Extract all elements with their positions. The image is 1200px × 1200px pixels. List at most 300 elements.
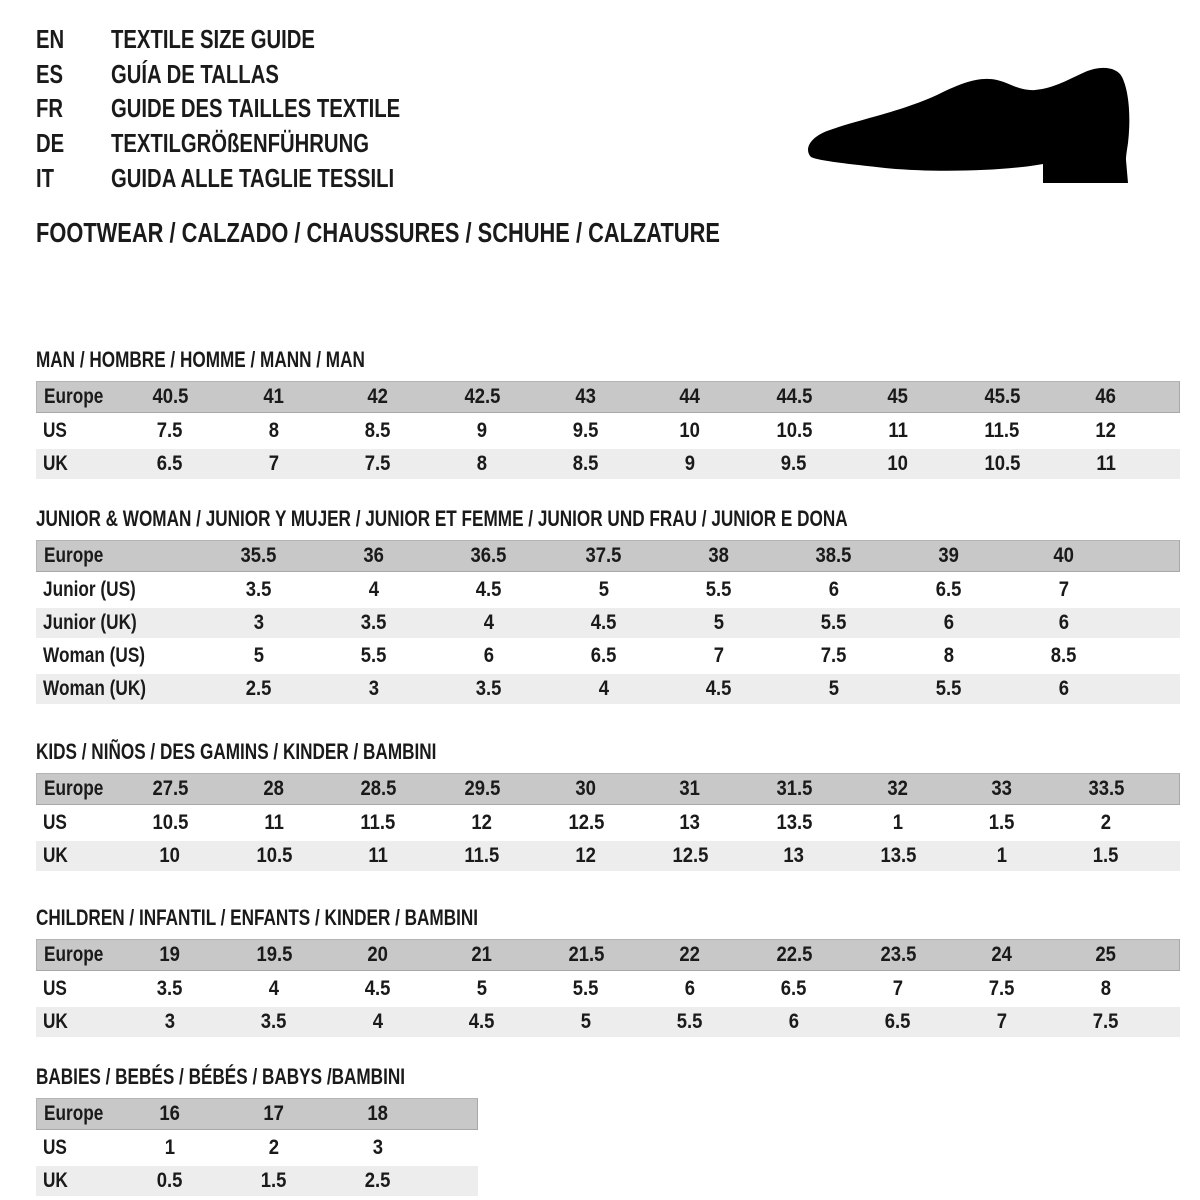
language-row: [36, 22, 1180, 57]
size-cell: [546, 674, 661, 704]
filler-cell: [1121, 608, 1180, 638]
language-title-text: GUIDE DES TAILLES TEXTILE: [111, 93, 401, 124]
table-row-junior-woman-2: [36, 608, 1180, 638]
row-label-text: Junior (UK): [43, 610, 137, 634]
row-label-text: US: [43, 810, 67, 834]
size-cell-text: 36.5: [470, 543, 507, 567]
size-cell: [222, 1007, 326, 1037]
size-cell: [118, 773, 222, 805]
size-cell-text: 6.5: [885, 1009, 911, 1033]
filler-cell: [1121, 674, 1180, 704]
size-cell-text: 7.5: [1093, 1009, 1119, 1033]
size-cell: [950, 974, 1054, 1004]
size-cell-text: 4: [368, 577, 379, 601]
size-cell-text: 31.5: [776, 776, 812, 800]
size-cell: [222, 841, 326, 871]
size-cell: [430, 974, 534, 1004]
size-cell-text: 5.5: [573, 976, 599, 1000]
size-cell-text: 28: [263, 776, 285, 800]
size-cell-text: 2.5: [245, 676, 272, 700]
section-title-text: JUNIOR & WOMAN / JUNIOR Y MUJER / JUNIOR ET FEMME / JUNIOR UND FRAU / JUNIOR E DONA: [36, 505, 848, 531]
size-cell-text: 2.5: [365, 1168, 391, 1192]
filler-cell: [1121, 575, 1180, 605]
size-cell: [431, 641, 546, 671]
size-cell-text: 44: [679, 384, 701, 408]
size-cell-text: 3.5: [261, 1009, 287, 1033]
size-cell-text: 30: [575, 776, 597, 800]
size-cell-text: 6: [1058, 676, 1069, 700]
size-cell: [534, 974, 638, 1004]
size-cell-text: 4: [483, 610, 494, 634]
table-row-man-2: [36, 449, 1180, 479]
filler-cell: [430, 1166, 478, 1196]
size-cell: [950, 808, 1054, 838]
table-row-kids-0: [36, 773, 1180, 805]
size-cell-text: 10: [887, 451, 909, 475]
filler-cell: [1158, 416, 1180, 446]
size-cell: [222, 1166, 326, 1196]
row-label-text: Europe: [44, 543, 104, 567]
size-cell: [638, 381, 742, 413]
size-cell: [1054, 416, 1158, 446]
size-cell: [201, 540, 316, 572]
size-cell-text: 28.5: [360, 776, 396, 800]
size-cell: [846, 449, 950, 479]
size-cell: [534, 381, 638, 413]
size-cell: [430, 773, 534, 805]
size-cell: [431, 575, 546, 605]
section-title-text: CHILDREN / INFANTIL / ENFANTS / KINDER / BAMBINI: [36, 904, 479, 930]
size-cell: [661, 575, 776, 605]
size-cell: [201, 608, 316, 638]
size-cell-text: 9: [476, 418, 488, 442]
size-cell-text: 21.5: [568, 942, 604, 966]
size-cell: [776, 674, 891, 704]
section-title-text: MAN / HOMBRE / HOMME / MANN / MAN: [36, 346, 365, 372]
section-man: [36, 347, 1180, 482]
section-title-man: [36, 347, 1180, 373]
size-cell: [776, 575, 891, 605]
size-cell-text: 11: [368, 843, 388, 867]
size-cell-text: 20: [367, 942, 389, 966]
row-label-text: Europe: [44, 942, 104, 966]
size-cell: [846, 841, 950, 871]
size-cell: [891, 575, 1006, 605]
size-cell: [1006, 641, 1121, 671]
size-cell-text: 7.5: [157, 418, 183, 442]
size-cell: [118, 1007, 222, 1037]
footwear-heading-text: FOOTWEAR / CALZADO / CHAUSSURES / SCHUHE / CALZATURE: [36, 216, 720, 248]
size-cell-text: 3: [253, 610, 264, 634]
row-label-cell: [36, 575, 201, 605]
size-cell-text: 1.5: [1093, 843, 1119, 867]
size-cell: [534, 773, 638, 805]
size-cell: [846, 1007, 950, 1037]
size-cell-text: 21: [471, 942, 493, 966]
row-label-text: US: [43, 1135, 67, 1159]
size-cell: [222, 1133, 326, 1163]
size-cell: [846, 939, 950, 971]
size-cell-text: 3: [368, 676, 379, 700]
size-cell-text: 4: [372, 1009, 384, 1033]
size-cell-text: 1.5: [261, 1168, 287, 1192]
size-cell-text: 7: [892, 976, 904, 1000]
filler-cell: [1121, 540, 1180, 572]
table-row-babies-2: [36, 1166, 478, 1196]
size-table-kids: [36, 770, 1180, 874]
size-cell-text: 4.5: [475, 577, 502, 601]
size-cell-text: 6: [1058, 610, 1069, 634]
filler-cell: [1121, 641, 1180, 671]
size-cell: [326, 1166, 430, 1196]
size-cell: [742, 416, 846, 446]
size-cell: [638, 841, 742, 871]
size-cell-text: 3: [372, 1135, 384, 1159]
size-cell: [118, 449, 222, 479]
size-cell-text: 5: [598, 577, 609, 601]
size-cell-text: 37.5: [585, 543, 622, 567]
size-cell-text: 11.5: [984, 418, 1020, 442]
size-cell-text: 11: [264, 810, 284, 834]
size-cell-text: 40: [1053, 543, 1074, 567]
size-table-junior-woman: [36, 537, 1180, 707]
size-cell-text: 19: [159, 942, 181, 966]
size-cell-text: 5: [580, 1009, 592, 1033]
size-cell-text: 1: [164, 1135, 176, 1159]
size-cell-text: 33.5: [1088, 776, 1124, 800]
size-cell-text: 42: [367, 384, 389, 408]
language-code-text: FR: [36, 93, 64, 124]
size-cell: [326, 1007, 430, 1037]
filler-cell: [1158, 841, 1180, 871]
size-cell-text: 24: [991, 942, 1013, 966]
size-cell-text: 27.5: [152, 776, 188, 800]
size-cell: [222, 773, 326, 805]
size-cell: [891, 641, 1006, 671]
size-cell: [431, 674, 546, 704]
size-cell: [638, 773, 742, 805]
language-title: [111, 22, 372, 57]
size-cell: [534, 841, 638, 871]
section-title-text: BABIES / BEBÉS / BÉBÉS / BABYS /BAMBINI: [36, 1063, 406, 1089]
size-cell: [1054, 939, 1158, 971]
filler-cell: [1158, 773, 1180, 805]
size-cell-text: 13: [679, 810, 701, 834]
table-row-man-1: [36, 416, 1180, 446]
size-cell: [222, 974, 326, 1004]
size-cell-text: 8: [943, 643, 954, 667]
size-cell: [326, 449, 430, 479]
row-label-cell: [36, 641, 201, 671]
language-title: [111, 161, 474, 196]
section-title-text: KIDS / NIÑOS / DES GAMINS / KINDER / BAMBINI: [36, 738, 437, 764]
size-cell-text: 7.5: [820, 643, 847, 667]
size-cell: [326, 808, 430, 838]
size-cell-text: 3.5: [475, 676, 502, 700]
size-cell: [430, 416, 534, 446]
size-cell: [1054, 773, 1158, 805]
language-code: [36, 22, 111, 57]
size-cell-text: 8: [1100, 976, 1112, 1000]
size-cell-text: 5.5: [705, 577, 732, 601]
size-cell-text: 9.5: [573, 418, 599, 442]
row-label-cell: [36, 1133, 118, 1163]
size-cell: [326, 381, 430, 413]
language-title: [111, 91, 482, 126]
size-cell-text: 4.5: [705, 676, 732, 700]
section-title-kids: [36, 739, 1180, 765]
row-label-text: UK: [43, 1168, 68, 1192]
size-cell: [326, 416, 430, 446]
size-cell-text: 3.5: [157, 976, 183, 1000]
table-row-junior-woman-4: [36, 674, 1180, 704]
size-cell: [118, 939, 222, 971]
size-cell: [1054, 841, 1158, 871]
row-label-text: UK: [43, 843, 68, 867]
size-cell: [742, 808, 846, 838]
filler-cell: [1158, 449, 1180, 479]
language-code: [36, 161, 111, 196]
size-cell-text: 6: [483, 643, 494, 667]
table-row-man-0: [36, 381, 1180, 413]
size-cell: [201, 674, 316, 704]
size-table-babies: [36, 1095, 478, 1199]
footwear-heading: [36, 218, 1180, 248]
size-cell: [742, 449, 846, 479]
row-label-text: US: [43, 976, 67, 1000]
row-label-text: Junior (US): [43, 577, 136, 601]
size-cell-text: 32: [887, 776, 909, 800]
size-cell: [534, 939, 638, 971]
size-cell: [638, 1007, 742, 1037]
size-cell-text: 7: [996, 1009, 1008, 1033]
size-cell-text: 9: [684, 451, 696, 475]
size-cell-text: 6: [684, 976, 696, 1000]
size-cell: [846, 974, 950, 1004]
size-cell-text: 8.5: [365, 418, 391, 442]
size-cell: [891, 674, 1006, 704]
size-cell: [222, 449, 326, 479]
size-cell: [316, 540, 431, 572]
row-label-cell: [36, 608, 201, 638]
filler-cell: [430, 1133, 478, 1163]
size-cell-text: 10: [159, 843, 181, 867]
size-cell: [222, 939, 326, 971]
size-cell-text: 4: [598, 676, 609, 700]
size-cell-text: 42.5: [464, 384, 500, 408]
row-label-cell: [36, 449, 118, 479]
table-row-kids-1: [36, 808, 1180, 838]
size-cell-text: 12.5: [672, 843, 708, 867]
size-cell: [430, 1007, 534, 1037]
size-cell-text: 13.5: [776, 810, 812, 834]
language-title-text: TEXTILE SIZE GUIDE: [111, 24, 315, 54]
size-cell: [950, 773, 1054, 805]
size-cell: [950, 416, 1054, 446]
size-cell-text: 40.5: [152, 384, 188, 408]
row-label-cell: [36, 540, 201, 572]
section-kids: [36, 739, 1180, 874]
table-row-children-2: [36, 1007, 1180, 1037]
row-label-cell: [36, 974, 118, 1004]
size-cell-text: 41: [263, 384, 285, 408]
size-cell-text: 4.5: [590, 610, 617, 634]
size-cell: [846, 773, 950, 805]
size-cell: [1054, 1007, 1158, 1037]
size-cell-text: 8: [476, 451, 488, 475]
row-label-text: UK: [43, 1009, 68, 1033]
size-cell: [546, 608, 661, 638]
size-cell-text: 22: [679, 942, 701, 966]
size-cell-text: 36: [363, 543, 384, 567]
size-cell-text: 6: [788, 1009, 800, 1033]
row-label-cell: [36, 841, 118, 871]
header: [36, 22, 1180, 196]
row-label-cell: [36, 416, 118, 446]
size-cell: [326, 1098, 430, 1130]
size-cell-text: 7: [1058, 577, 1069, 601]
size-cell: [742, 939, 846, 971]
size-cell-text: 13.5: [880, 843, 916, 867]
size-cell-text: 31: [679, 776, 701, 800]
size-cell-text: 7.5: [365, 451, 391, 475]
row-label-text: Europe: [44, 1101, 104, 1125]
size-cell: [430, 808, 534, 838]
size-cell-text: 10.5: [152, 810, 188, 834]
size-cell-text: 23.5: [880, 942, 916, 966]
size-cell-text: 2: [1100, 810, 1112, 834]
size-cell: [1006, 674, 1121, 704]
size-cell-text: 22.5: [776, 942, 812, 966]
size-cell: [118, 1133, 222, 1163]
table-row-children-0: [36, 939, 1180, 971]
size-cell-text: 12: [1095, 418, 1117, 442]
size-cell: [118, 381, 222, 413]
language-code-text: DE: [36, 128, 65, 159]
section-title-babies: [36, 1064, 1180, 1090]
size-cell: [316, 608, 431, 638]
size-cell-text: 11: [1096, 451, 1116, 475]
size-cell: [950, 841, 1054, 871]
table-row-junior-woman-1: [36, 575, 1180, 605]
size-cell-text: 5: [713, 610, 724, 634]
size-cell-text: 17: [263, 1101, 285, 1125]
size-cell-text: 6.5: [157, 451, 183, 475]
language-code: [36, 126, 111, 161]
size-cell: [326, 974, 430, 1004]
size-cell: [846, 381, 950, 413]
table-row-junior-woman-3: [36, 641, 1180, 671]
size-cell-text: 38.5: [815, 543, 852, 567]
size-cell-text: 3.5: [360, 610, 387, 634]
section-children: [36, 905, 1180, 1040]
row-label-text: Europe: [44, 384, 104, 408]
size-cell: [534, 416, 638, 446]
size-cell: [891, 540, 1006, 572]
size-cell: [891, 608, 1006, 638]
size-tables: [36, 347, 1180, 1199]
language-title-text: TEXTILGRÖßENFÜHRUNG: [111, 128, 369, 159]
language-title: [111, 126, 442, 161]
size-cell-text: 3.5: [245, 577, 272, 601]
size-cell-text: 10: [679, 418, 701, 442]
size-cell-text: 9.5: [781, 451, 807, 475]
size-cell: [638, 939, 742, 971]
size-cell-text: 25: [1095, 942, 1117, 966]
row-label-text: US: [43, 418, 67, 442]
row-label-text: Europe: [44, 776, 104, 800]
size-cell-text: 44.5: [776, 384, 812, 408]
size-cell: [316, 641, 431, 671]
size-cell-text: 3: [164, 1009, 176, 1033]
size-cell: [118, 416, 222, 446]
size-cell: [316, 674, 431, 704]
section-title-junior-woman: [36, 506, 1180, 532]
size-cell: [776, 641, 891, 671]
size-cell: [846, 416, 950, 446]
size-cell: [326, 1133, 430, 1163]
table-row-children-1: [36, 974, 1180, 1004]
size-cell: [638, 449, 742, 479]
size-cell: [431, 540, 546, 572]
size-cell: [430, 841, 534, 871]
size-cell-text: 1.5: [989, 810, 1015, 834]
size-cell: [661, 674, 776, 704]
table-row-babies-1: [36, 1133, 478, 1163]
size-cell-text: 33: [991, 776, 1013, 800]
size-cell: [661, 540, 776, 572]
size-cell: [950, 939, 1054, 971]
size-cell-text: 4.5: [365, 976, 391, 1000]
size-cell-text: 4.5: [469, 1009, 495, 1033]
row-label-cell: [36, 1166, 118, 1196]
size-cell-text: 39: [938, 543, 959, 567]
language-code-text: IT: [36, 162, 55, 193]
table-row-junior-woman-0: [36, 540, 1180, 572]
filler-cell: [1158, 1007, 1180, 1037]
row-label-cell: [36, 1098, 118, 1130]
language-code-text: ES: [36, 58, 64, 89]
size-cell-text: 38: [708, 543, 729, 567]
table-row-babies-0: [36, 1098, 478, 1130]
size-cell: [201, 641, 316, 671]
size-cell: [534, 808, 638, 838]
size-cell: [316, 575, 431, 605]
size-cell-text: 7.5: [989, 976, 1015, 1000]
size-cell-text: 45: [887, 384, 909, 408]
size-cell-text: 5: [828, 676, 839, 700]
size-cell: [950, 449, 1054, 479]
language-title: [111, 57, 326, 92]
size-cell-text: 8.5: [1050, 643, 1077, 667]
size-cell-text: 12.5: [568, 810, 604, 834]
size-cell: [638, 416, 742, 446]
size-cell-text: 4: [268, 976, 280, 1000]
size-cell: [326, 841, 430, 871]
size-cell-text: 11.5: [464, 843, 500, 867]
size-cell-text: 7: [713, 643, 724, 667]
size-cell: [534, 449, 638, 479]
size-cell: [118, 841, 222, 871]
row-label-cell: [36, 1007, 118, 1037]
shoe-icon: [805, 66, 1135, 204]
size-cell-text: 10.5: [776, 418, 812, 442]
size-table-children: [36, 936, 1180, 1040]
language-title-text: GUIDA ALLE TAGLIE TESSILI: [111, 162, 395, 193]
size-cell: [1054, 808, 1158, 838]
row-label-text: Woman (US): [43, 643, 146, 667]
size-cell: [201, 575, 316, 605]
